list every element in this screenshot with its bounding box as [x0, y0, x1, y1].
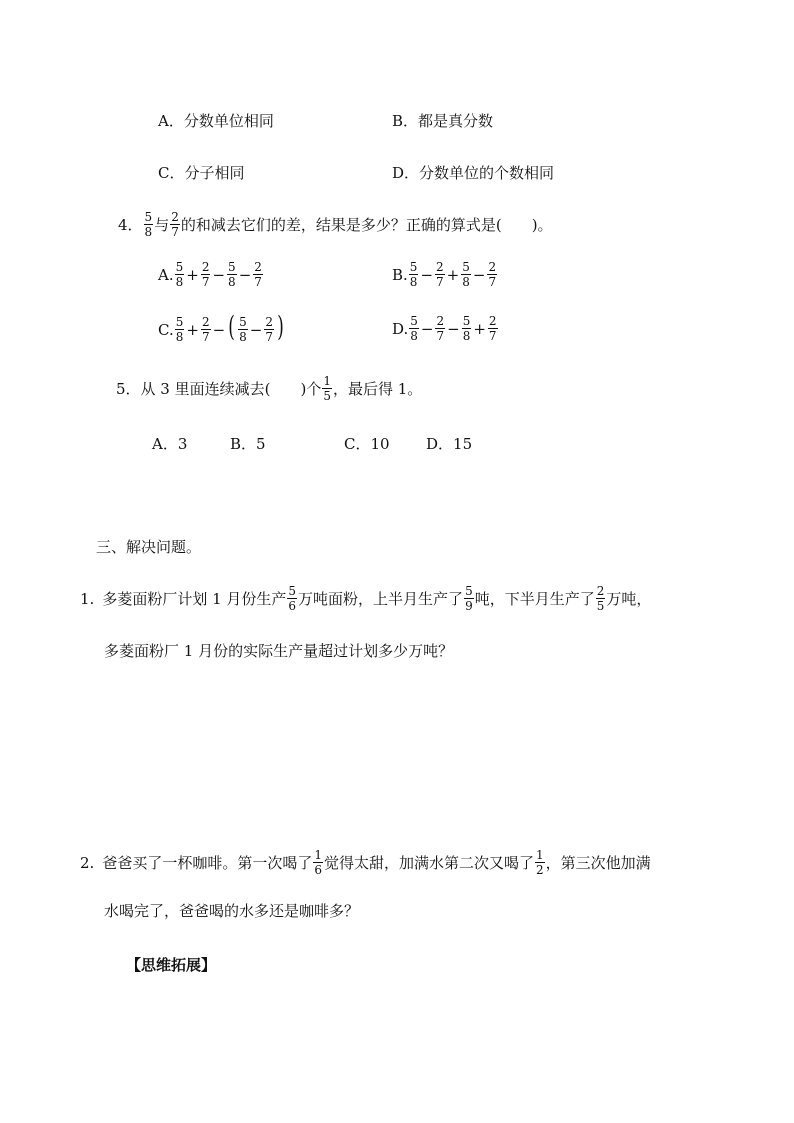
numerator: 1: [535, 848, 544, 862]
problem-number: 1.: [80, 590, 95, 608]
numerator: 5: [144, 210, 153, 224]
denominator: 8: [462, 329, 471, 343]
q4-option-a: [158, 262, 264, 289]
q5-stem: [116, 376, 422, 403]
numerator: 2: [436, 260, 444, 274]
fraction: [175, 316, 185, 343]
q5-option-c: C．10: [344, 435, 390, 453]
denominator: 5: [596, 599, 605, 613]
q5-option-a: A．3: [152, 435, 188, 453]
numerator: 5: [175, 314, 184, 329]
numerator: 5: [462, 314, 471, 328]
problem-text: ，第三次他加满: [545, 854, 651, 872]
minus-sign: −: [212, 266, 226, 284]
denominator: 8: [462, 275, 470, 289]
problem-text: 爸爸买了一杯咖啡。第一次喝了: [102, 854, 313, 872]
problem-text: 万吨，: [606, 590, 652, 608]
minus-sign: −: [238, 266, 252, 284]
q5-text-after: ，最后得 1。: [332, 380, 423, 398]
q4-fraction-5-8: [144, 211, 154, 238]
fraction-2-5: [596, 585, 606, 612]
fraction: [201, 316, 211, 343]
q4-option-b: [392, 262, 498, 289]
denominator: 8: [175, 329, 184, 344]
numerator: 5: [465, 584, 473, 598]
fraction: [409, 261, 419, 288]
denominator: 7: [254, 275, 262, 289]
minus-sign: −: [472, 266, 486, 284]
plus-sign: +: [446, 266, 460, 284]
fraction: [409, 315, 419, 342]
fraction: [488, 315, 498, 342]
problem-text: 多菱面粉厂计划 1 月份生产: [102, 590, 287, 608]
denominator: 7: [488, 275, 497, 289]
numerator: 1: [314, 848, 322, 862]
denominator: 7: [436, 275, 444, 289]
denominator: 7: [201, 275, 210, 289]
plus-sign: +: [186, 320, 199, 339]
numerator: 2: [201, 314, 210, 329]
q5-fraction-1-5: [322, 375, 332, 402]
denominator: 2: [535, 863, 544, 877]
option-label: D.: [392, 320, 409, 338]
q4-question-text: 的和减去它们的差，结果是多少？正确的算式是( )。: [180, 216, 553, 234]
denominator: 7: [201, 329, 210, 344]
option-label: A.: [158, 266, 174, 284]
problem-text: 吨，下半月生产了: [474, 590, 595, 608]
q4-number: 4．: [118, 216, 143, 234]
fraction: [264, 316, 274, 343]
fraction: [487, 261, 497, 288]
plus-sign: +: [473, 320, 486, 338]
numerator: 2: [171, 210, 179, 224]
denominator: 5: [323, 389, 331, 403]
denominator: 7: [265, 329, 273, 344]
q5-text-before: 5．从 3 里面连续减去( )个: [116, 380, 322, 398]
numerator: 5: [409, 260, 418, 274]
numerator: 2: [436, 314, 445, 328]
fraction-5-6: [287, 585, 297, 612]
q3-option-c: C．分子相同: [158, 164, 245, 182]
denominator: 8: [410, 329, 418, 343]
denominator: 6: [314, 863, 322, 877]
minus-sign: −: [249, 320, 263, 339]
denominator: 8: [175, 275, 184, 289]
numerator: 5: [175, 260, 184, 274]
minus-sign: −: [447, 320, 460, 338]
problem-1-line-2: 多菱面粉厂 1 月份的实际生产量超过计划多少万吨？: [104, 642, 454, 660]
minus-sign: −: [420, 266, 434, 284]
numerator: 5: [228, 260, 236, 274]
problem-text: 觉得太甜，加满水第二次又喝了: [323, 854, 534, 872]
minus-sign: −: [212, 320, 226, 339]
plus-sign: +: [186, 266, 199, 284]
option-label: B.: [392, 266, 408, 284]
fraction-5-9: [464, 585, 474, 612]
problem-1-line-1: [80, 586, 651, 613]
q4-option-d: [392, 316, 499, 343]
numerator: 5: [288, 584, 297, 598]
fraction: [201, 261, 211, 288]
denominator: 6: [288, 599, 297, 613]
problem-number: 2.: [80, 854, 95, 872]
numerator: 1: [323, 374, 331, 388]
denominator: 8: [144, 225, 153, 239]
numerator: 2: [596, 584, 605, 598]
problem-2-line-1: [80, 850, 651, 877]
fraction: [461, 261, 471, 288]
denominator: 8: [239, 329, 247, 344]
left-parenthesis: (: [228, 310, 235, 343]
fraction: [435, 261, 445, 288]
fraction-1-2: [535, 849, 545, 876]
numerator: 2: [488, 314, 497, 328]
fraction: [253, 261, 263, 288]
fraction: [227, 261, 237, 288]
denominator: 8: [409, 275, 418, 289]
fraction: [435, 315, 445, 342]
q4-option-c: [158, 310, 286, 344]
denominator: 8: [228, 275, 236, 289]
fraction: [238, 316, 248, 343]
denominator: 7: [436, 329, 445, 343]
numerator: 2: [201, 260, 210, 274]
minus-sign: −: [420, 320, 434, 338]
section-title: 三、解决问题。: [96, 538, 202, 556]
numerator: 5: [462, 260, 470, 274]
q4-stem: [118, 212, 553, 239]
q4-fraction-2-7: [170, 211, 180, 238]
problem-text: 万吨面粉，上半月生产了: [298, 590, 464, 608]
fraction-1-6: [313, 849, 323, 876]
q3-option-a: A．分数单位相同: [158, 112, 274, 130]
q3-option-b: B．都是真分数: [392, 112, 494, 130]
numerator: 5: [410, 314, 418, 328]
extension-title: 【思维拓展】: [126, 956, 217, 974]
denominator: 9: [465, 599, 473, 613]
numerator: 5: [239, 314, 247, 329]
problem-2-line-2: 水喝完了，爸爸喝的水多还是咖啡多？: [104, 902, 360, 920]
q3-option-d: D．分数单位的个数相同: [392, 164, 555, 182]
numerator: 2: [488, 260, 497, 274]
option-label: C.: [158, 320, 174, 339]
numerator: 2: [254, 260, 262, 274]
q5-option-b: B．5: [230, 435, 266, 453]
numerator: 2: [265, 314, 273, 329]
q4-connector: 与: [154, 216, 170, 234]
denominator: 7: [488, 329, 497, 343]
fraction: [462, 315, 472, 342]
q5-option-d: D．15: [426, 435, 473, 453]
right-parenthesis: ): [277, 310, 284, 343]
fraction: [175, 261, 185, 288]
denominator: 7: [171, 225, 179, 239]
